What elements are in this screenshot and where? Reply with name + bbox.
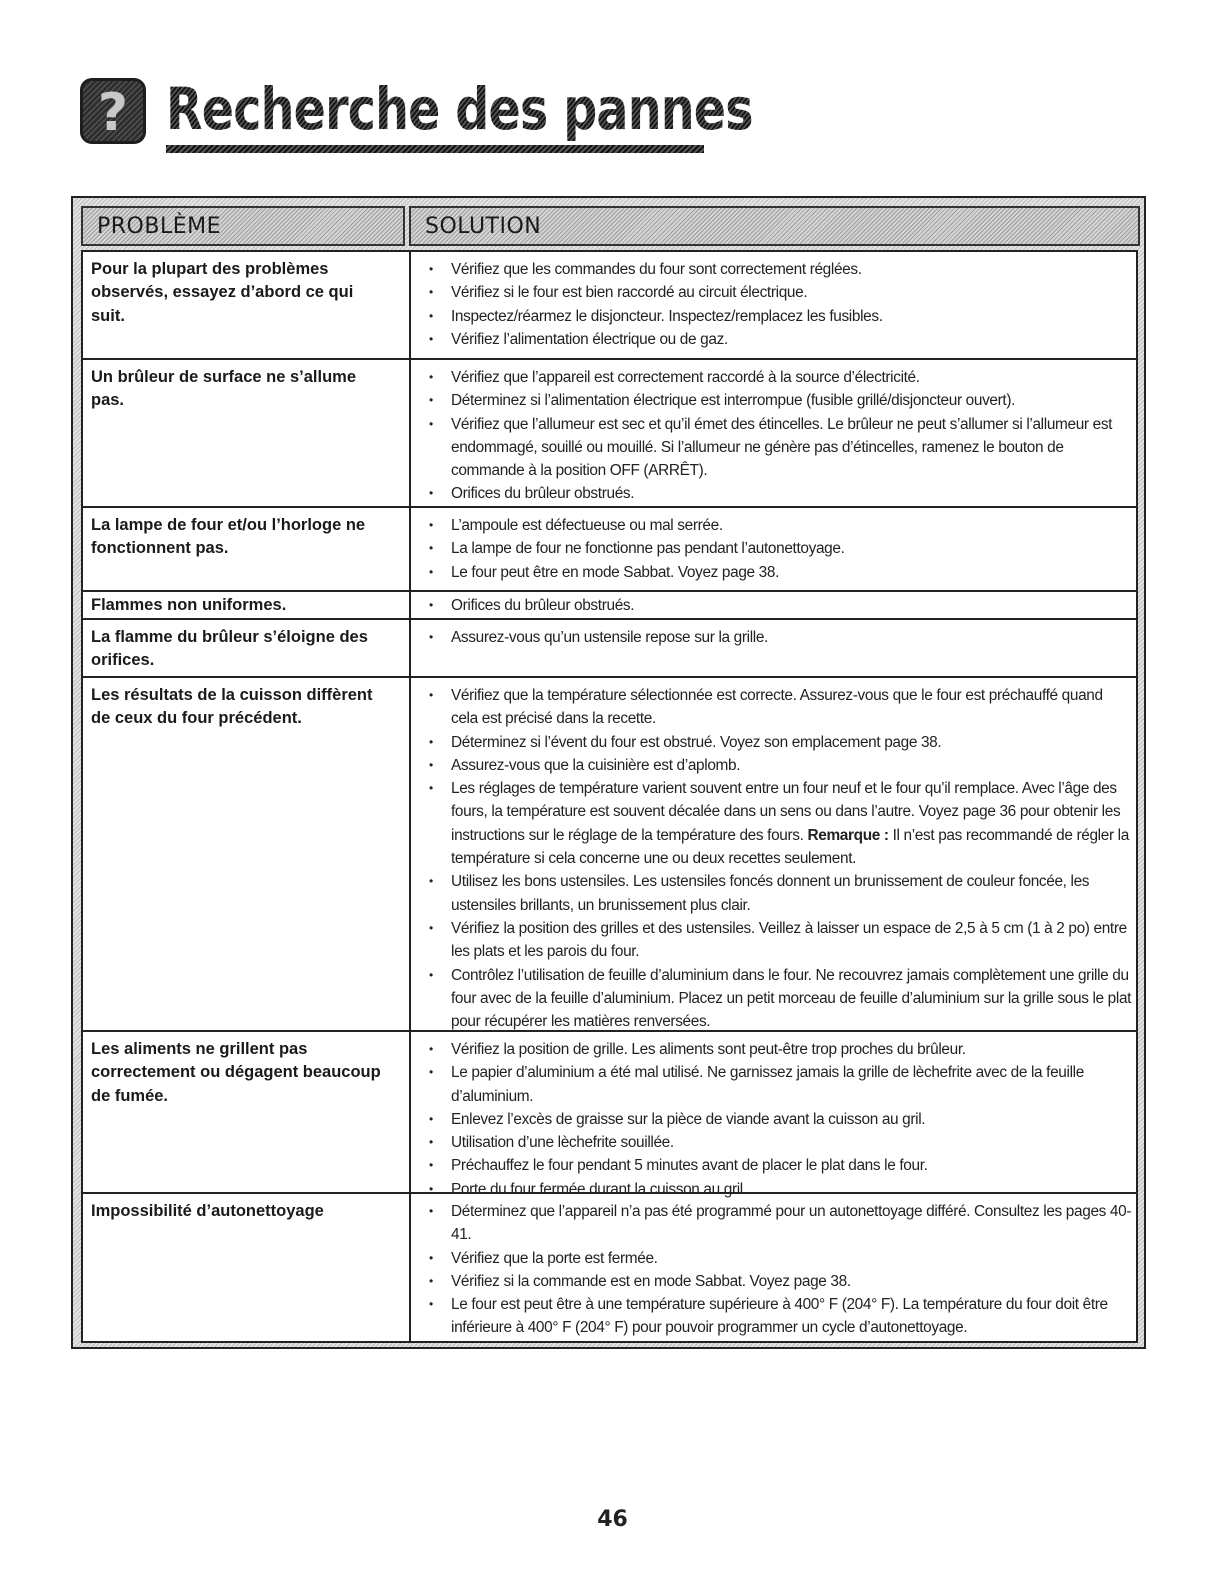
solution-item: • Contrôlez l’utilisation de feuille d’aluminium dans le four. Ne recouvrez jamais complètement une grille du four avec de la feuille d’aluminium. Placez un petit morceau de feuille d’aluminium sur la grille sous le plat pour récupérer les matières renversées.	[429, 966, 1132, 1031]
table-row	[83, 678, 1136, 1032]
column-header-problem: PROBLÈME	[81, 206, 405, 246]
solution-item: • Vérifiez que l’allumeur est sec et qu’il émet des étincelles. Le brûleur ne peut s’allumer si l’allumeur est endommagé, souillé ou mouillé. Si l’allumeur ne génère pas d’étincelles, ramenez le bouton de commande à la position OFF (ARRÊT).	[429, 415, 1113, 480]
table-row	[83, 620, 1136, 678]
solution-item: • Le papier d’aluminium a été mal utilisé. Ne garnissez jamais la grille de lèchefrite avec de la feuille d’aluminium.	[429, 1064, 1084, 1105]
question-mark-icon: ?	[80, 78, 146, 144]
solution-item: • Orifices du brûleur obstrués.	[429, 597, 635, 614]
title-underline	[166, 145, 704, 153]
solution-item: • Utilisation d’une lèchefrite souillée.	[429, 1134, 674, 1152]
table-row	[83, 592, 1136, 620]
table-row	[83, 252, 1136, 360]
solution-item: • Vérifiez que l’appareil est correctement raccordé à la source d’électricité.	[429, 369, 920, 386]
solution-item: • Les réglages de température varient souvent entre un four neuf et le four qu’il remplace. Avec l’âge des fours, la température est souvent décalée dans un sens ou dans l’autre. Voyez page 36 pour obtenir les instructions sur le réglage de la température des fours. Remarque : Il n’est pas recommandé de régler la température si cela concerne une ou deux recettes seulement.	[429, 780, 1129, 868]
solution-item: • Vérifiez la position de grille. Les aliments sont peut-être trop proches du brûleur.	[429, 1041, 966, 1058]
solution-list	[428, 626, 1133, 649]
solution-item: • Déterminez si l’évent du four est obstrué. Voyez son emplacement page 38.	[429, 733, 942, 751]
note-text: Il n’est pas recommandé de régler la température si cela concerne une ou deux recettes seulement.	[451, 826, 1129, 868]
solution-list	[428, 258, 1133, 351]
solution-item: • Enlevez l’excès de graisse sur la pièce de viande avant la cuisson au gril.	[429, 1110, 926, 1128]
table-body	[81, 250, 1138, 1343]
solution-list	[428, 366, 1133, 506]
solution-item: • Préchauffez le four pendant 5 minutes avant de placer le plat dans le four.	[429, 1157, 928, 1175]
note-label: Remarque :	[807, 826, 889, 844]
solution-item: • Assurez-vous qu’un ustensile repose sur la grille.	[429, 629, 768, 646]
problem-text: La lampe de four et/ou l’horloge ne fonctionnent pas.	[91, 516, 366, 558]
problem-text: Flammes non uniformes.	[91, 596, 287, 614]
solution-item: • Vérifiez si le four est bien raccordé au circuit électrique.	[429, 284, 808, 302]
solution-item: • L’ampoule est défectueuse ou mal serrée.	[429, 517, 723, 534]
page-number: 46	[597, 1507, 628, 1532]
table-row	[83, 360, 1136, 508]
solution-item: • Porte du four fermée durant la cuisson au gril.	[429, 1180, 747, 1198]
column-header-solution: SOLUTION	[409, 206, 1140, 246]
table-row	[83, 1032, 1136, 1198]
troubleshooting-table	[71, 196, 1146, 1349]
solution-item: • Vérifiez la position des grilles et des ustensiles. Veillez à laisser un espace de 2,5 à 5 cm (1 à 2 po) entre les plats et les parois du four.	[429, 919, 1127, 961]
problem-text: Impossibilité d’autonettoyage	[91, 1202, 324, 1220]
problem-text: Pour la plupart des problèmes observés, essayez d’abord ce qui suit.	[91, 260, 354, 325]
solution-list	[428, 684, 1133, 1033]
solution-item: • Inspectez/réarmez le disjoncteur. Inspectez/remplacez les fusibles.	[429, 307, 883, 325]
solution-item: • Vérifiez que les commandes du four sont correctement réglées.	[429, 261, 862, 278]
solution-item: • Vérifiez que la température sélectionnée est correcte. Assurez-vous que le four est préchauffé quand cela est précisé dans la recette.	[429, 687, 1103, 728]
solution-item: • Le four est peut être à une température supérieure à 400° F (204° F). La température du four doit être inférieure à 400° F (204° F) pour pouvoir programmer un cycle d’autonettoyage.	[429, 1296, 1108, 1337]
table-row	[83, 508, 1136, 592]
solution-item: • Vérifiez l’alimentation électrique ou de gaz.	[429, 330, 728, 348]
solution-item: • Orifices du brûleur obstrués.	[429, 485, 635, 503]
solution-list	[428, 594, 1133, 617]
solution-list	[428, 514, 1133, 584]
solution-item: • Déterminez que l’appareil n’a pas été programmé pour un autonettoyage différé. Consultez les pages 40-41.	[429, 1203, 1132, 1244]
problem-text: La flamme du brûleur s’éloigne des orifices.	[91, 628, 368, 670]
solution-item: • Vérifiez que la porte est fermée.	[429, 1249, 658, 1267]
solution-item: • Vérifiez si la commande est en mode Sabbat. Voyez page 38.	[429, 1272, 851, 1290]
solution-item: • Le four peut être en mode Sabbat. Voyez page 38.	[429, 563, 780, 581]
page-title: Recherche des pannes	[166, 70, 753, 148]
problem-text: Les résultats de la cuisson diffèrent de ceux du four précédent.	[91, 686, 373, 728]
table-row	[83, 1194, 1136, 1341]
solution-list	[428, 1038, 1133, 1201]
solution-item: • Assurez-vous que la cuisinière est d’aplomb.	[429, 756, 741, 774]
solution-list	[428, 1200, 1133, 1340]
solution-item: • Déterminez si l’alimentation électrique est interrompue (fusible grillé/disjoncteur ouvert).	[429, 392, 1016, 410]
solution-item: • La lampe de four ne fonctionne pas pendant l’autonettoyage.	[429, 540, 845, 558]
solution-item: • Utilisez les bons ustensiles. Les ustensiles foncés donnent un brunissement de couleur foncée, les ustensiles brillants, un brunissement plus clair.	[429, 873, 1090, 914]
problem-text: Les aliments ne grillent pas correctement ou dégagent beaucoup de fumée.	[91, 1040, 381, 1105]
problem-text: Un brûleur de surface ne s’allume pas.	[91, 368, 356, 410]
